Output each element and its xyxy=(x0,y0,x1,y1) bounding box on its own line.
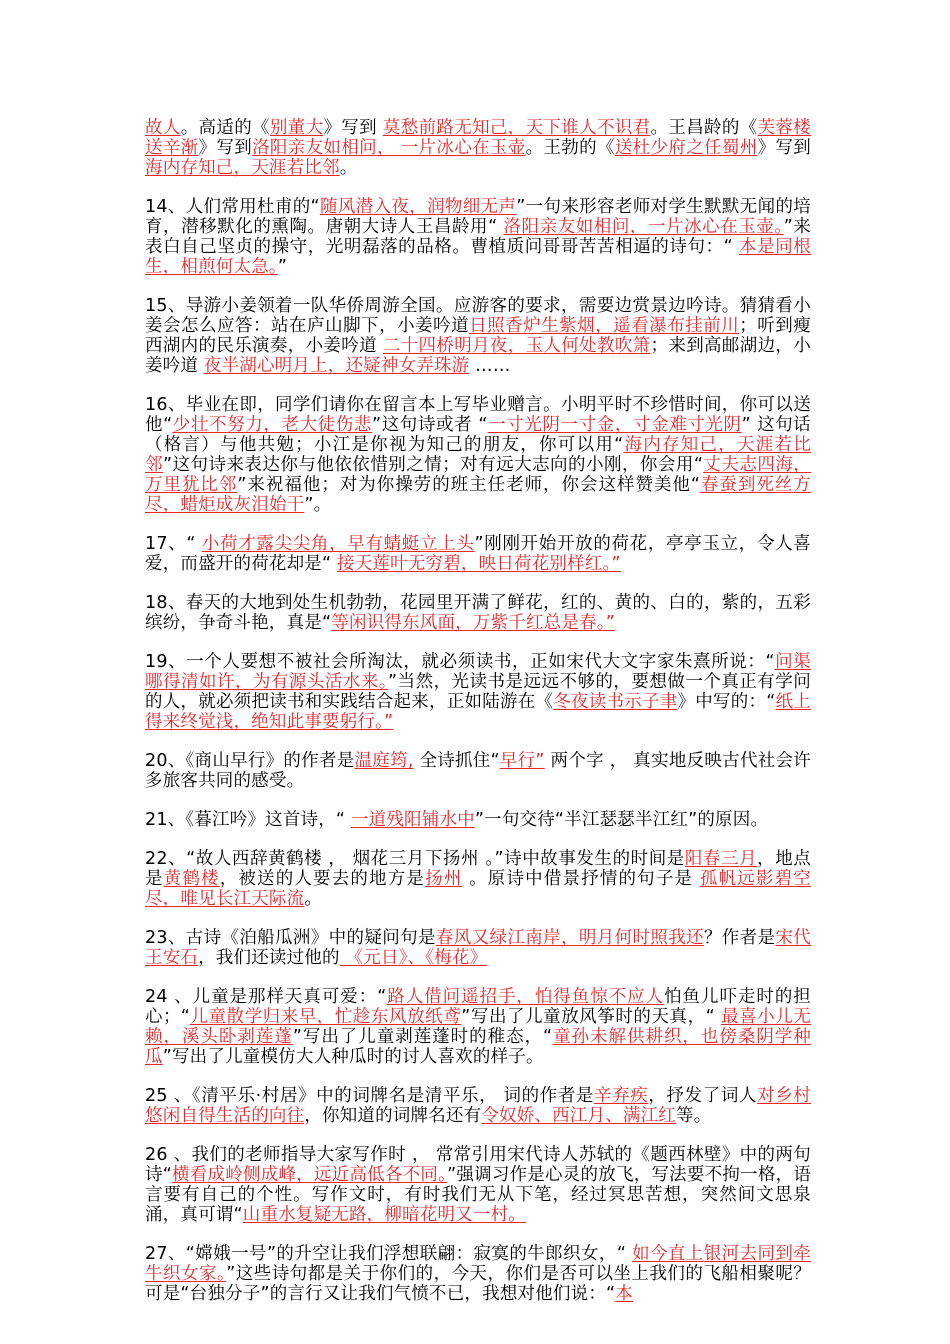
question-text: 》写到 xyxy=(198,138,253,158)
answer-text: 别董大 xyxy=(269,118,324,138)
answer-text: 阳春三月 xyxy=(684,849,758,869)
question-text: ，你知道的词牌名还有 xyxy=(304,1106,482,1126)
answer-text: 丈夫志四海，万里犹比邻 xyxy=(145,455,812,495)
question-text: 23、古诗《泊船瓜洲》中的疑问句是 xyxy=(145,928,436,948)
question-text: 全诗抓住“ xyxy=(413,751,500,771)
question-paragraph xyxy=(145,197,811,277)
answer-text: 孤帆远影碧空尽，唯见长江天际流 xyxy=(145,869,811,909)
question-text: 两个字 ， 真实地反映古代社会许多旅客共同的感受。 xyxy=(145,751,811,791)
question-text: ” 这句话（格言）与他共勉；小江是你视为知己的朋友，你可以用“ xyxy=(145,415,811,455)
question-paragraph xyxy=(145,395,811,515)
question-text: 21、《暮江吟》这首诗，“ xyxy=(145,810,351,830)
answer-text: 温庭筠, xyxy=(354,751,414,771)
question-paragraph xyxy=(145,928,811,968)
answer-text: 纸上得来终觉浅，绝知此事要躬行。” xyxy=(145,692,811,732)
question-paragraph xyxy=(145,593,811,633)
question-paragraph xyxy=(145,296,811,376)
question-text: 18、春天的大地到处生机勃勃，花园里开满了鲜花，红的、黄的、白的，紫的，五彩缤纷，争奇斗艳，真是“ xyxy=(145,593,811,633)
question-text: 17、“ xyxy=(145,534,202,554)
answer-text: 对乡村悠闲自得生活的向往 xyxy=(145,1086,812,1126)
question-text: 20、《商山早行》的作者是 xyxy=(145,751,355,771)
question-text: 25 、《清平乐·村居》中的词牌名是清平乐， 词的作者是 xyxy=(145,1086,595,1106)
answer-text: 接天莲叶无穷碧，映日荷花别样红。” xyxy=(337,554,621,574)
answer-text: 令奴娇、西江月、满江红 xyxy=(481,1106,677,1126)
answer-text: 芙蓉楼送辛渐 xyxy=(145,118,811,158)
question-text: 》中写的：“ xyxy=(677,692,776,712)
answer-text: 一寸光阴一寸金，寸金难寸光阴 xyxy=(487,415,742,435)
answer-text: 儿童散学归来早，忙趁东风放纸鸢 xyxy=(190,1007,462,1027)
question-text: 15、导游小姜领着一队华侨周游全国。应游客的要求，需要边赏景边吟诗。猜猜看小姜会怎么应答：站在庐山脚下，小姜吟道 xyxy=(145,296,811,336)
question-text: 22、“故人西辞黄鹤楼 ， 烟花三月下扬州 。”诗中故事发生的时间是 xyxy=(145,849,685,869)
answer-text: 本 xyxy=(615,1284,633,1304)
question-text: ；来到高邮湖边，小姜吟道 xyxy=(145,336,811,376)
question-text: ”这句诗来表达你与他依依惜别之情；对有远大志向的小刚，你会用“ xyxy=(162,455,704,475)
question-text: ”来表白自己坚贞的操守，光明磊落的品格。曹植质问哥哥苦苦相逼的诗句：“ xyxy=(145,217,812,257)
question-text: 。 xyxy=(339,158,358,178)
answer-text: 宋代 王安石 xyxy=(145,928,811,968)
answer-text: 莫愁前路无知己，天下谁人不识君 xyxy=(382,118,651,138)
question-text: 。 xyxy=(304,889,323,909)
question-text: 怕鱼儿吓走时的担心；“ xyxy=(145,987,811,1027)
question-text: ，抒发了词人 xyxy=(648,1086,758,1106)
answer-text: 二十四桥明月夜，玉人何处教吹箫 xyxy=(382,336,651,356)
question-text: ，我们还读过他的 xyxy=(198,948,340,968)
question-text: ”写出了儿童剥莲蓬时的稚态，“ xyxy=(292,1027,553,1047)
answer-text: 黄鹤楼 xyxy=(163,869,220,889)
question-text: 16、毕业在即，同学们请你在留言本上写毕业赠言。小明平时不珍惜时间，你可以送他“ xyxy=(145,395,811,435)
answer-text: 送杜少府之任蜀州 xyxy=(614,138,758,158)
question-text: ？作者是 xyxy=(703,928,776,948)
answer-text: 夜半湖心明月上，还疑神女弄珠游 xyxy=(203,356,470,376)
answer-text: 一道残阳铺水中 xyxy=(350,810,475,830)
question-paragraph xyxy=(145,1145,811,1225)
question-text: 24 、儿童是那样天真可爱：“ xyxy=(145,987,387,1007)
answer-text: 随风潜入夜，润物细无声 xyxy=(319,197,517,217)
answer-text: 问渠哪得清如许，为有源头活水来。 xyxy=(145,652,811,692)
answer-text: 扬州 xyxy=(425,869,463,889)
answer-text: 等闲识得东风面，万紫千红总是春。” xyxy=(331,613,615,633)
question-text: ”一句交待“半江瑟瑟半江红”的原因。 xyxy=(474,810,769,830)
answer-text: 故人 xyxy=(145,118,181,138)
answer-text: 最喜小儿无赖，溪头卧剥莲蓬 xyxy=(145,1007,811,1047)
question-text: ”写出了儿童放风筝时的天真，“ xyxy=(461,1007,722,1027)
answer-text: 童孙未解供耕织，也傍桑阴学种瓜 xyxy=(145,1027,811,1067)
answer-text: 少壮不努力，老大徒伤悲 xyxy=(172,415,373,435)
question-text: ”这句诗或者 “ xyxy=(372,415,488,435)
answer-text: 春风又绿江南岸，明月何时照我还 xyxy=(435,928,704,948)
question-paragraph xyxy=(145,751,811,791)
question-paragraph xyxy=(145,1086,811,1126)
question-text: 。王勃的《 xyxy=(525,138,615,158)
answer-text: 日照香炉生紫烟，遥看瀑布挂前川 xyxy=(469,316,740,336)
answer-text: 横看成岭侧成峰，远近高低各不同。 xyxy=(172,1165,448,1185)
answer-text: 洛阳亲友如相问，一片冰心在玉壶。 xyxy=(503,217,784,237)
question-text: ”写出了儿童模仿大人种瓜时的讨人喜欢的样子。 xyxy=(162,1047,544,1067)
question-text: 。高适的《 xyxy=(180,118,270,138)
question-text: 。王昌龄的《 xyxy=(650,118,758,138)
question-paragraph xyxy=(145,652,811,732)
question-text: 》写到 xyxy=(757,138,811,158)
question-text: 14、人们常用杜甫的“ xyxy=(145,197,320,217)
question-text: ，地点是 xyxy=(145,849,811,889)
question-text: ”刚刚开始开放的荷花，亭亭玉立，令人喜爱，而盛开的荷花却是“ xyxy=(145,534,812,574)
question-paragraph xyxy=(145,118,811,178)
answer-text: 《元日》、《梅花》 xyxy=(339,948,488,968)
question-text: ”一句来形容老师对学生默默无闻的培育，潜移默化的熏陶。唐朝大诗人王昌龄用“ xyxy=(145,197,811,237)
answer-text: 如今直上银河去同到牵牛织女家。 xyxy=(145,1244,812,1284)
answer-text: 本是同根生，相煎何太急。 xyxy=(145,237,811,277)
answer-text: 辛弃疾 xyxy=(594,1086,649,1106)
document-page xyxy=(145,118,811,1323)
question-text: 27、“嫦娥一号”的升空让我们浮想联翩：寂寞的牛郎织女，“ xyxy=(145,1244,633,1264)
question-text: ” xyxy=(277,257,288,277)
question-paragraph xyxy=(145,987,811,1067)
question-text: …… xyxy=(469,356,511,376)
question-text: ”强调习作是心灵的放飞，写法要不拘一格，语言要有自己的个性。写作文时，有时我们无从下笔，经过冥思苦想，突然间文思泉涌，真可谓“ xyxy=(145,1165,812,1225)
question-text: 等。 xyxy=(676,1106,712,1126)
question-paragraph xyxy=(145,810,811,830)
answer-text: 春蚕到死丝方尽，蜡炬成灰泪始干 xyxy=(145,475,811,515)
answer-text: 路人借问遥招手，怕得鱼惊不应人 xyxy=(386,987,665,1007)
answer-text: 早行” xyxy=(499,751,545,771)
question-text: 。原诗中借景抒情的句子是 xyxy=(462,869,700,889)
answer-text: 海内存知己，天涯若比邻 xyxy=(145,435,812,475)
answer-text: 洛阳亲友如相问， 一片冰心在玉壶 xyxy=(252,138,526,158)
answer-text: 冬夜读书示子聿 xyxy=(553,692,678,712)
question-text: ；听到瘦西湖内的民乐演奏，小姜吟道 xyxy=(145,316,811,356)
question-text: ”。 xyxy=(304,495,332,515)
answer-text: 小荷才露尖尖角，早有蜻蜓立上头 xyxy=(201,534,475,554)
question-text: 》写到 xyxy=(323,118,383,138)
question-text: ”来祝福他；对为你操劳的班主任老师，你会这样赞美他“ xyxy=(237,475,701,495)
question-paragraph xyxy=(145,1244,811,1304)
question-text: 19、一个人要想不被社会所淘汰，就必须读书，正如宋代大文字家朱熹所说：“ xyxy=(145,652,775,672)
question-text: ”当然，光读书是远远不够的，要想做一个真正有学问的人，就必须把读书和实践结合起来，正如陆游在《 xyxy=(145,672,811,712)
answer-text: 海内存知己，天涯若比邻 xyxy=(145,158,340,178)
answer-text: 山重水复疑无路，柳暗花明又一村。 xyxy=(242,1205,526,1225)
question-text: ，被送的人要去的地方是 xyxy=(219,869,426,889)
question-paragraph xyxy=(145,534,811,574)
question-text: 26 、我们的老师指导大家写作时 ， 常常引用宋代诗人苏轼的《题西林壁》中的两句诗“ xyxy=(145,1145,811,1185)
question-text: ”这些诗句都是关于你们的，今天，你们是否可以坐上我们的飞船相聚呢？可是“台独分子”的言行又让我们气愤不已，我想对他们说：“ xyxy=(145,1264,811,1304)
question-paragraph xyxy=(145,849,811,909)
